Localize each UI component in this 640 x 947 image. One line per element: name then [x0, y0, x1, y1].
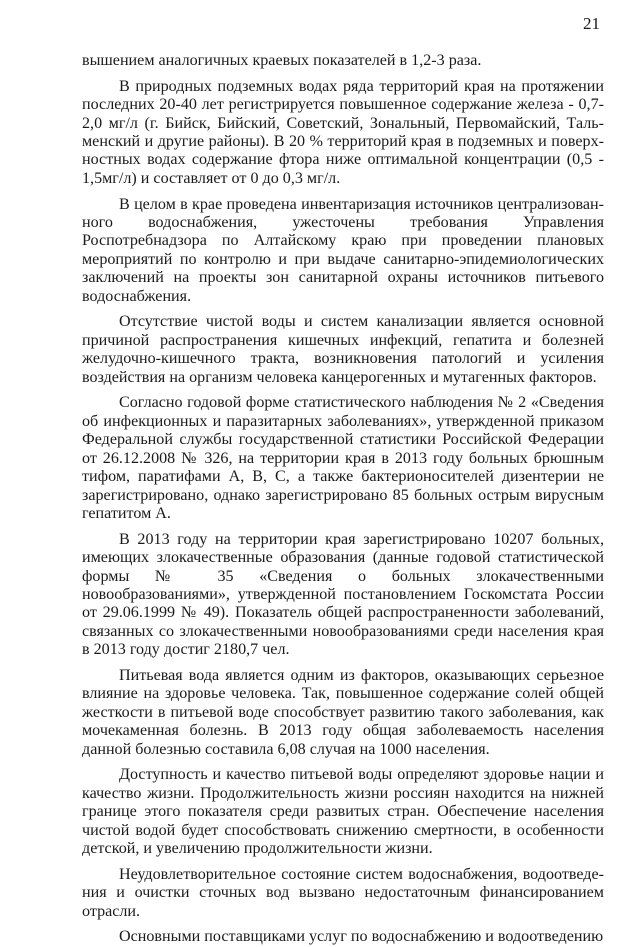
paragraph-infrastructure-funding: Неудовлетворительное состояние систем водоснабжения, водоотведения и очистки сточных вод вызвано недостаточным финансированием отрасли.	[82, 865, 604, 920]
paragraph-oncology-statistics: В 2013 году на территории края зарегистрировано 10207 больных, имеющих злокачественные образования (данные годовой статистической формы № 35 «Сведения о больных злокачественными новообразованиями», утвержденной постановлением Госкомстата России от 29.06.1999 № 49). Показатель общей распространенности заболеваний, связанных со злокачественными новообразованиями среди населения края в 2013 году достиг 2180,7 чел.	[82, 530, 604, 659]
paragraph-continuation: вышением аналогичных краевых показателей в 1,2-3 раза.	[82, 52, 482, 69]
paragraph-groundwater-iron-fluorine: В природных подземных водах ряда территорий края на протяжении последних 20-40 лет регистрируется повышенное содержание железа - 0,7-2,0 мг/л (г. Бийск, Бийский, Советский, Зональный, Первомайский, Тальменский и другие районы). В 20 % территорий края в подземных и поверхностных водах содержание фтора ниже оптимальной концентрации (0,5 - 1,5мг/л) и составляет от 0 до 0,3 мг/л.	[82, 77, 604, 187]
paragraph-infectious-diseases-statistics: Согласно годовой форме статистического наблюдения № 2 «Сведения об инфекционных и паразитарных заболеваниях», утвержденной приказом Федеральной службы государственной статистики Российской Федерации от 26.12.2008 № 326, на территории края в 2013 году больных брюшным тифом, паратифами А, В, С, а также бактерионосителей дизентерии не зарегистрировано, однако зарегистрировано 85 больных острым вирусным гепатитом А.	[82, 394, 604, 522]
page-number: 21	[583, 14, 600, 33]
paragraph-lack-of-clean-water: Отсутствие чистой воды и систем канализации является основной причиной распространения кишечных инфекций, гепатита и болезней желудочно-кишечного тракта, возникновения патологий и усиления воздействия на организм человека канцерогенных и мутагенных факторов.	[82, 313, 604, 386]
paragraph-service-providers: Основными поставщиками услуг по водоснабжению и водоотведению	[119, 928, 604, 946]
document-body	[82, 52, 604, 947]
paragraph-water-sources-inventory: В целом в крае проведена инвентаризация источников централизованного водоснабжения, ужесточены требования Управления Роспотребнадзора по Алтайскому краю при проведении плановых мероприятий по контролю и при выдаче санитарно-эпидемиологических заключений на проекты зон санитарной охраны источников питьевого водоснабжения.	[82, 195, 604, 305]
paragraph-water-quality-life-expectancy: Доступность и качество питьевой воды определяют здоровье нации и качество жизни. Продолжительность жизни россиян находится на нижней границе этого показателя среди развитых стран. Обеспечение населения чистой водой будет способствовать снижению смертности, в особенности детской, и увеличению продолжительности жизни.	[82, 766, 604, 857]
paragraph-drinking-water-health: Питьевая вода является одним из факторов, оказывающих серьезное влияние на здоровье человека. Так, повышенное содержание солей общей жесткости в питьевой воде способствует развитию такого заболевания, как мочекаменная болезнь. В 2013 году общая заболеваемость населения данной болезнью составила 6,08 случая на 1000 населения.	[82, 666, 604, 758]
